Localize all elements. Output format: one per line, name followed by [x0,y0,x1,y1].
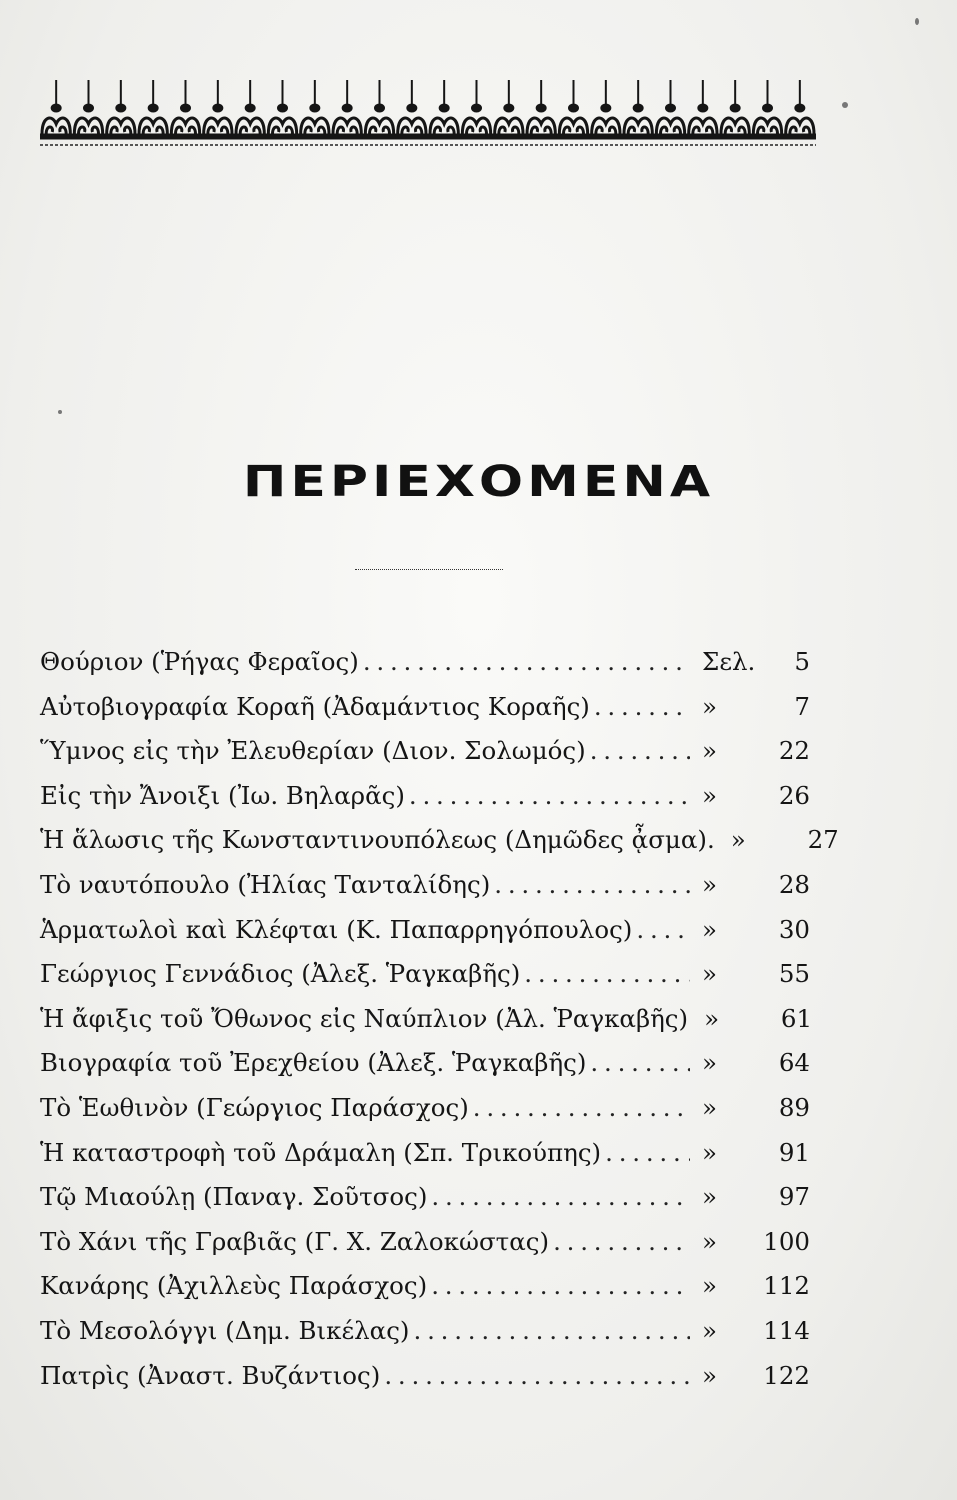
entry-page-number: 64 [778,1048,810,1078]
entry-page-number: 30 [778,914,810,944]
entry-title: Τὸ Ἑωθινὸν (Γεώργιος Παράσχος) [40,1092,469,1122]
entry-title: Τὸ Χάνι τῆς Γραβιᾶς (Γ. Χ. Ζαλοκώστας) [40,1226,550,1256]
dot-leader [405,774,690,819]
entry-title: Βιογραφία τοῦ Ἐρεχθείου (Ἀλεξ. Ῥαγκαβῆς) [40,1048,587,1078]
entry-page-number: 91 [778,1137,810,1167]
dot-leader [520,952,690,997]
table-of-contents [40,640,839,1398]
entry-title: Κανάρης (Ἀχιλλεὺς Παράσχος) [40,1271,428,1301]
toc-entry[interactable] [40,863,810,908]
fleuron-unit [784,80,816,139]
entry-page-number: 55 [778,959,810,989]
dot-leader [469,1086,690,1131]
toc-entry[interactable] [40,1175,810,1220]
fleuron-unit [72,80,104,139]
dot-leader [427,1264,690,1309]
entry-title: Εἰς τὴν Ἄνοιξι (Ἰω. Βηλαρᾶς) [40,780,405,810]
stray-ink-dot [58,410,62,414]
entry-marker: » [702,780,717,810]
entry-title: Αὐτοβιογραφία Κοραῆ (Ἀδαμάντιος Κοραῆς) [40,691,590,721]
dot-leader [359,640,690,685]
fleuron-unit [40,80,72,139]
toc-entry[interactable] [40,1264,810,1309]
dot-leader [632,908,690,953]
fleuron-unit [557,80,589,139]
fleuron-unit [299,80,331,139]
dot-leader [410,1309,691,1354]
fleuron-border-icon [40,72,816,150]
entry-marker: » [702,1182,717,1212]
entry-marker: » [702,1315,717,1345]
entry-page-number: 28 [778,869,810,899]
entry-marker: » [704,1003,720,1033]
entry-marker: » [702,691,717,721]
toc-entry[interactable] [40,1354,810,1399]
entry-page-number: 22 [778,736,810,766]
toc-entry[interactable] [40,952,810,997]
dot-leader [490,863,690,908]
fleuron-unit [234,80,266,139]
page-title: ΠΕΡΙΕΧΟΜΕΝΑ [242,457,715,507]
fleuron-unit [525,80,557,139]
entry-page-number: 26 [778,780,810,810]
entry-marker: » [702,914,717,944]
entry-page-number: 7 [794,691,810,721]
divider [355,569,503,570]
toc-entry[interactable] [40,640,810,685]
entry-title: Ἡ καταστροφὴ τοῦ Δράμαλη (Σπ. Τρικούπης) [40,1137,602,1167]
fleuron-unit [266,80,298,139]
dot-leader [380,1354,690,1399]
fleuron-unit [363,80,395,139]
entry-page-number: 100 [763,1226,810,1256]
fleuron-unit [169,80,201,139]
fleuron-unit [493,80,525,139]
toc-entry[interactable] [40,818,839,863]
entry-title: Ἡ ἅλωσις τῆς Κωνσταντινουπόλεως (Δημῶδες ᾆσμα). [40,825,715,855]
fleuron-unit [137,80,169,139]
entry-page-number: 5 [794,647,810,676]
fleuron-unit [751,80,783,139]
entry-marker: » [702,1360,717,1390]
dot-leader [427,1175,690,1220]
dot-leader [590,685,690,730]
fleuron-unit [687,80,719,139]
entry-page-number: 27 [807,825,839,855]
entry-page-number: 112 [763,1271,810,1301]
entry-title: Τῷ Μιαούλῃ (Παναγ. Σοῦτσος) [40,1182,428,1212]
fleuron-unit [719,80,751,139]
dot-leader [601,1131,690,1176]
toc-entry[interactable] [40,1220,810,1265]
entry-title: Τὸ Μεσολόγγι (Δημ. Βικέλας) [40,1315,410,1345]
entry-marker: » [702,959,717,989]
toc-entry[interactable] [40,1131,810,1176]
entry-title: Ὕμνος εἰς τὴν Ἐλευθερίαν (Διον. Σολωμός) [40,736,586,766]
entry-marker: » [702,1092,717,1122]
fleuron-unit [654,80,686,139]
entry-title: Τὸ ναυτόπουλο (Ἠλίας Τανταλίδης) [40,869,491,899]
toc-entry[interactable] [40,1041,810,1086]
fleuron-unit [105,80,137,139]
entry-marker: » [702,736,717,766]
entry-marker: » [702,869,717,899]
toc-entry[interactable] [40,908,810,953]
fleuron-unit [460,80,492,139]
entry-marker: Σελ. [702,647,756,676]
fleuron-unit [331,80,363,139]
stray-ink-mark [915,18,919,25]
entry-title: Γεώργιος Γεννάδιος (Ἀλεξ. Ῥαγκαβῆς) [40,959,521,989]
toc-entry[interactable] [40,685,810,730]
entry-page-number: 97 [778,1182,810,1212]
entry-page-number: 114 [763,1315,810,1345]
entry-marker: » [702,1137,717,1167]
dot-leader [549,1220,690,1265]
entry-marker: » [702,1271,717,1301]
entry-page-number: 122 [763,1360,810,1390]
stray-ink-dot [842,102,848,108]
toc-entry[interactable] [40,774,810,819]
entry-title: Ἡ ἄφιξις τοῦ Ὄθωνος εἰς Ναύπλιον (Ἀλ. Ῥαγκαβῆς) [40,1003,689,1033]
entry-title: Πατρὶς (Ἀναστ. Βυζάντιος) [40,1360,381,1390]
fleuron-unit [590,80,622,139]
fleuron-unit [622,80,654,139]
dot-leader [586,729,690,774]
toc-entry[interactable] [40,1086,810,1131]
toc-entry[interactable] [40,997,813,1042]
toc-entry[interactable] [40,1309,810,1354]
entry-page-number: 89 [778,1092,810,1122]
entry-title: Ἁρματωλοὶ καὶ Κλέφται (Κ. Παπαρρηγόπουλος) [40,914,633,944]
entry-page-number: 61 [780,1003,813,1033]
entry-marker: » [730,825,746,855]
toc-entry[interactable] [40,729,810,774]
entry-title: Θούριον (Ῥήγας Φεραῖος) [40,647,359,676]
fleuron-unit [202,80,234,139]
fleuron-unit [428,80,460,139]
fleuron-unit [396,80,428,139]
entry-marker: » [702,1226,717,1256]
entry-marker: » [702,1048,717,1078]
dot-leader [586,1041,690,1086]
